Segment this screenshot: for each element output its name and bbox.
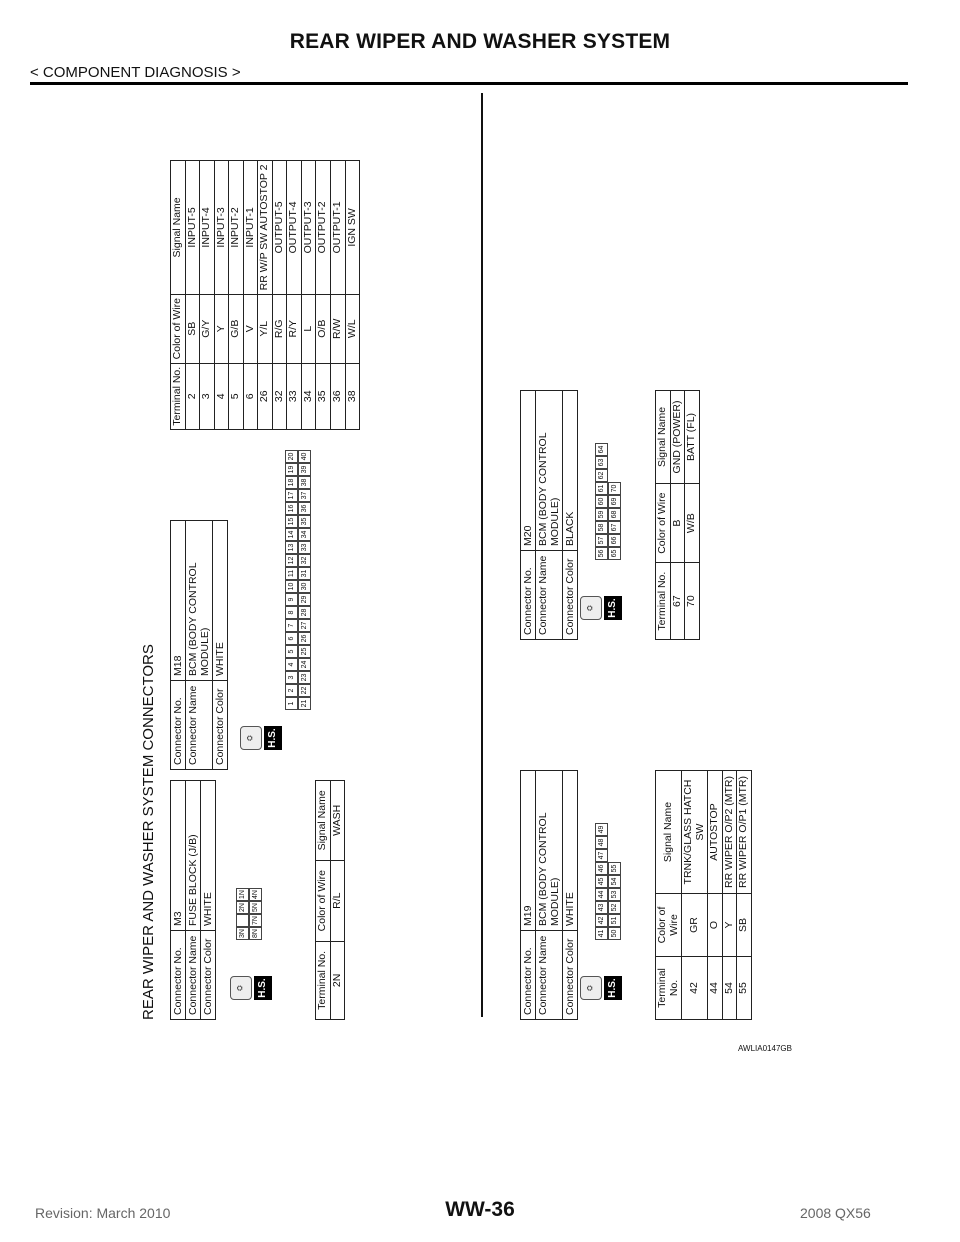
connector-pin: 35	[298, 515, 311, 528]
connector-pin: 56	[595, 547, 608, 560]
col-signal-name: Signal Name	[656, 391, 671, 484]
col-color-of-wire: Color of Wire	[656, 483, 671, 562]
connector-pin: 58	[595, 521, 608, 534]
m19-hs-icon: ⛭ H.S.	[580, 976, 622, 1000]
cell-terminal: 26	[258, 363, 273, 429]
cell-signal: TRNK/GLASS HATCH SW	[682, 771, 708, 894]
cell-wire: GR	[682, 894, 708, 957]
cell-signal: IGN SW	[345, 161, 360, 295]
connector-pin: 14	[285, 528, 298, 541]
page-header-title: REAR WIPER AND WASHER SYSTEM	[289, 30, 671, 53]
table-row	[258, 161, 273, 430]
cell-wire: R/G	[272, 294, 287, 363]
cell-terminal: 6	[243, 363, 258, 429]
table-row	[670, 391, 685, 640]
connector-pin: 43	[595, 901, 608, 914]
table-row	[214, 161, 229, 430]
connector-pin: 8N	[249, 927, 262, 940]
cell-terminal: 67	[670, 563, 685, 640]
connector-pin: 17	[285, 489, 298, 502]
cell-signal: GND (POWER)	[670, 391, 685, 484]
m20-connector-name: BCM (BODY CONTROL MODULE)	[536, 391, 563, 551]
col-signal-name: Signal Name	[171, 161, 186, 295]
cell-wire: R/W	[331, 294, 346, 363]
m19-connector-no: M19	[521, 771, 536, 931]
cell-wire: G/B	[229, 294, 244, 363]
connector-pin: 4	[285, 658, 298, 671]
table-row	[229, 161, 244, 430]
connector-pin: 21	[298, 697, 311, 710]
connector-pin: 27	[298, 619, 311, 632]
connector-pin: 13	[285, 541, 298, 554]
connector-pin: 25	[298, 645, 311, 658]
connector-pin: 59	[595, 508, 608, 521]
connector-pin: 3N	[236, 927, 249, 940]
m3-connector-no: M3	[171, 781, 186, 931]
cell-wire: W/L	[345, 294, 360, 363]
cell-wire: SB	[737, 894, 752, 957]
cell-signal: OUTPUT-1	[331, 161, 346, 295]
col-color-of-wire: Color of Wire	[656, 894, 682, 957]
cell-wire: L	[301, 294, 316, 363]
connector-pin: 70	[608, 482, 621, 495]
m19-connector-color: WHITE	[563, 771, 578, 931]
col-terminal-no: Terminal No.	[316, 941, 331, 1019]
cell-wire: Y	[214, 294, 229, 363]
footer-model: 2008 QX56	[800, 1205, 871, 1221]
table-row	[272, 161, 287, 430]
cell-terminal: 70	[685, 563, 700, 640]
connector-pin: 7N	[249, 914, 262, 927]
cell-signal: AUTOSTOP	[708, 771, 723, 894]
m18-connector-color: WHITE	[213, 521, 228, 681]
m20-pin-layout	[595, 443, 621, 560]
connector-pin: 3	[285, 671, 298, 684]
m3-hs-icon: ⛭ H.S.	[230, 976, 272, 1000]
connector-pin: 16	[285, 502, 298, 515]
cell-signal: RR WIPER O/P2 (MTR)	[722, 771, 737, 894]
connector-pin: 2	[285, 684, 298, 697]
m18-connector-info	[170, 520, 228, 770]
connector-pin: 28	[298, 606, 311, 619]
cell-wire: B	[670, 483, 685, 562]
cell-signal: INPUT-5	[185, 161, 200, 295]
m18-connector-name: BCM (BODY CONTROL MODULE)	[186, 521, 213, 681]
connector-pin: 55	[608, 862, 621, 875]
footer-page-number: WW-36	[445, 1198, 515, 1221]
col-terminal-no: Terminal No.	[656, 956, 682, 1019]
m3-terminal-table	[315, 780, 345, 1020]
connector-pin: 64	[595, 443, 608, 456]
connector-pin: 23	[298, 671, 311, 684]
cell-wire: SB	[185, 294, 200, 363]
connector-pin: 24	[298, 658, 311, 671]
cell-signal: RR WIPER O/P1 (MTR)	[737, 771, 752, 894]
table-row	[685, 391, 700, 640]
connector-pin: 1	[285, 697, 298, 710]
connector-pin: 67	[608, 521, 621, 534]
connector-pin: 44	[595, 888, 608, 901]
column-divider	[481, 93, 483, 1017]
cell-terminal: 44	[708, 956, 723, 1019]
connector-pin: 66	[608, 534, 621, 547]
table-row	[737, 771, 752, 1020]
label-connector-name: Connector Name	[186, 681, 213, 770]
label-connector-color: Connector Color	[563, 551, 578, 640]
label-connector-color: Connector Color	[563, 931, 578, 1020]
cell-wire: O	[708, 894, 723, 957]
connector-pin: 50	[608, 927, 621, 940]
table-row	[682, 771, 708, 1020]
cell-wire: R/Y	[287, 294, 302, 363]
m3-connector-name: FUSE BLOCK (J/B)	[186, 781, 201, 931]
connector-pin: 39	[298, 463, 311, 476]
connector-pin: 29	[298, 593, 311, 606]
cell-terminal: 33	[287, 363, 302, 429]
label-connector-no: Connector No.	[171, 931, 186, 1020]
connector-pin: 42	[595, 914, 608, 927]
cell-terminal: 42	[682, 956, 708, 1019]
header-divider	[30, 82, 908, 85]
cell-signal: INPUT-4	[200, 161, 215, 295]
m19-connector-name: BCM (BODY CONTROL MODULE)	[536, 771, 563, 931]
connector-pin: 31	[298, 567, 311, 580]
cell-terminal: 55	[737, 956, 752, 1019]
label-connector-name: Connector Name	[536, 931, 563, 1020]
section-breadcrumb: < COMPONENT DIAGNOSIS >	[30, 64, 241, 81]
table-row	[708, 771, 723, 1020]
connector-pin: 5	[285, 645, 298, 658]
connector-pin: 40	[298, 450, 311, 463]
connector-pin: 34	[298, 528, 311, 541]
cell-wire: W/B	[685, 483, 700, 562]
connector-pin: 5N	[249, 901, 262, 914]
cell-terminal: 2	[185, 363, 200, 429]
connector-pin: 33	[298, 541, 311, 554]
cell-signal: INPUT-2	[229, 161, 244, 295]
connector-pin: 48	[595, 836, 608, 849]
connector-pin: 2N	[236, 901, 249, 914]
label-connector-no: Connector No.	[521, 931, 536, 1020]
connector-pin: 65	[608, 547, 621, 560]
cell-signal: BATT (FL)	[685, 391, 700, 484]
connector-pin: 9	[285, 593, 298, 606]
connector-pin: 52	[608, 901, 621, 914]
connector-pin: 36	[298, 502, 311, 515]
connector-pin: 10	[285, 580, 298, 593]
connector-pin: 1N	[236, 888, 249, 901]
table-row	[243, 161, 258, 430]
connector-pin: 15	[285, 515, 298, 528]
cell-signal: INPUT-3	[214, 161, 229, 295]
table-row	[345, 161, 360, 430]
cell-terminal: 36	[331, 363, 346, 429]
col-terminal-no: Terminal No.	[656, 563, 671, 640]
cell-terminal: 5	[229, 363, 244, 429]
m3-pin-layout	[236, 888, 262, 940]
cell-signal: WASH	[330, 781, 345, 861]
connector-pin: 8	[285, 606, 298, 619]
cell-wire: R/L	[330, 860, 345, 941]
diagram-code: AWLIA0147GB	[738, 1044, 792, 1053]
cell-terminal: 35	[316, 363, 331, 429]
connector-pin: 38	[298, 476, 311, 489]
col-color-of-wire: Color of Wire	[171, 294, 186, 363]
m20-hs-icon: ⛭ H.S.	[580, 596, 622, 620]
table-row	[722, 771, 737, 1020]
connector-pin: 6	[285, 632, 298, 645]
connector-pin: 4N	[249, 888, 262, 901]
m20-terminal-table	[655, 390, 700, 640]
connector-pin: 53	[608, 888, 621, 901]
connector-pin: 37	[298, 489, 311, 502]
connector-pin: 61	[595, 482, 608, 495]
m19-connector-info	[520, 770, 578, 1020]
m20-connector-no: M20	[521, 391, 536, 551]
connector-pin: 41	[595, 927, 608, 940]
table-row	[301, 161, 316, 430]
connector-pin: 12	[285, 554, 298, 567]
table-row	[330, 781, 345, 1020]
m19-pin-layout	[595, 823, 621, 940]
label-connector-color: Connector Color	[201, 931, 216, 1020]
footer-revision: Revision: March 2010	[35, 1205, 171, 1221]
cell-wire: Y/L	[258, 294, 273, 363]
diagram-heading: REAR WIPER AND WASHER SYSTEM CONNECTORS	[140, 644, 157, 1020]
connector-pin: 19	[285, 463, 298, 476]
m20-connector-color: BLACK	[563, 391, 578, 551]
table-row	[331, 161, 346, 430]
col-signal-name: Signal Name	[656, 771, 682, 894]
table-row	[185, 161, 200, 430]
label-connector-no: Connector No.	[521, 551, 536, 640]
connector-pin: 18	[285, 476, 298, 489]
table-row	[316, 161, 331, 430]
m3-connector-color: WHITE	[201, 781, 216, 931]
m20-connector-info	[520, 390, 578, 640]
connector-pin: 22	[298, 684, 311, 697]
connector-pin: 57	[595, 534, 608, 547]
cell-wire: Y	[722, 894, 737, 957]
cell-terminal: 34	[301, 363, 316, 429]
connector-pin: 46	[595, 862, 608, 875]
connector-pin: 32	[298, 554, 311, 567]
cell-terminal: 2N	[330, 941, 345, 1019]
connector-pin: 7	[285, 619, 298, 632]
connector-pin: 11	[285, 567, 298, 580]
connector-pin: 62	[595, 469, 608, 482]
cell-signal: OUTPUT-3	[301, 161, 316, 295]
connector-pin: 60	[595, 495, 608, 508]
m3-connector-info	[170, 780, 216, 1020]
col-terminal-no: Terminal No.	[171, 363, 186, 429]
m18-pin-layout	[285, 450, 311, 710]
m18-connector-no: M18	[171, 521, 186, 681]
col-color-of-wire: Color of Wire	[316, 860, 331, 941]
cell-terminal: 32	[272, 363, 287, 429]
cell-wire: O/B	[316, 294, 331, 363]
connector-pin: 68	[608, 508, 621, 521]
table-row	[287, 161, 302, 430]
cell-signal: INPUT-1	[243, 161, 258, 295]
connector-pin: 30	[298, 580, 311, 593]
cell-terminal: 3	[200, 363, 215, 429]
connector-pin: 45	[595, 875, 608, 888]
connector-pin: 54	[608, 875, 621, 888]
cell-terminal: 4	[214, 363, 229, 429]
cell-signal: OUTPUT-4	[287, 161, 302, 295]
cell-signal: OUTPUT-2	[316, 161, 331, 295]
cell-terminal: 54	[722, 956, 737, 1019]
col-signal-name: Signal Name	[316, 781, 331, 861]
connector-pin: 26	[298, 632, 311, 645]
cell-terminal: 38	[345, 363, 360, 429]
m19-terminal-table	[655, 770, 752, 1020]
cell-signal: OUTPUT-5	[272, 161, 287, 295]
table-row	[200, 161, 215, 430]
cell-wire: G/Y	[200, 294, 215, 363]
connector-pin: 63	[595, 456, 608, 469]
connector-pin: 69	[608, 495, 621, 508]
connector-pin: 49	[595, 823, 608, 836]
label-connector-color: Connector Color	[213, 681, 228, 770]
m18-hs-icon: ⛭ H.S.	[240, 726, 282, 750]
connector-pin	[236, 914, 249, 927]
label-connector-name: Connector Name	[186, 931, 201, 1020]
m18-terminal-table	[170, 160, 360, 430]
connector-diagram	[140, 140, 750, 1020]
connector-pin: 51	[608, 914, 621, 927]
label-connector-name: Connector Name	[536, 551, 563, 640]
label-connector-no: Connector No.	[171, 681, 186, 770]
connector-pin: 47	[595, 849, 608, 862]
cell-signal: RR W/P SW AUTOSTOP 2	[258, 161, 273, 295]
cell-wire: V	[243, 294, 258, 363]
connector-pin: 20	[285, 450, 298, 463]
